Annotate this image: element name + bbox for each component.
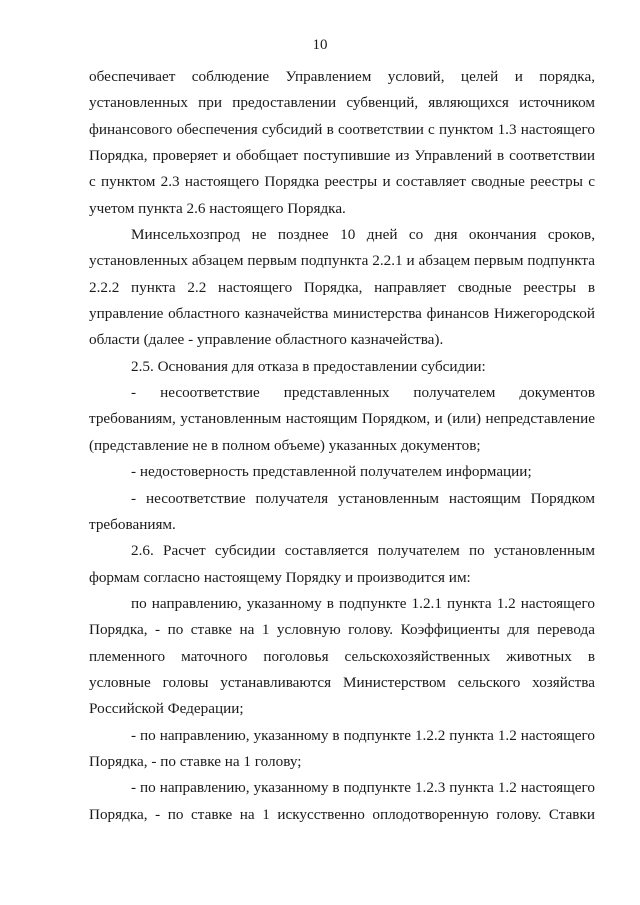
document-body [89, 64, 595, 828]
paragraph-direction-1-2-3: - по направлению, указанному в подпункте 1.2.3 пункта 1.2 настоящего Порядка, - по ставке на 1 искусственно оплодотворенную голову. Ставки [89, 779, 595, 823]
page-number: 10 [312, 37, 328, 53]
paragraph-refusal-reason-1: - несоответствие представленных получателем документов требованиям, установленным настоящим Порядком, и (или) непредставление (представление не в полном объеме) указанных документов; [89, 384, 595, 454]
paragraph-minselkhozprod: Минсельхозпрод не позднее 10 дней со дня окончания сроков, установленных абзацем первым подпункта 2.2.1 и абзацем первым подпункта 2.2.2 пункта 2.2 настоящего Порядка, направляет сводные реестры в управление областного казначейства министерства финансов Нижегородской области (далее - управление областного казначейства). [89, 226, 595, 349]
paragraph-refusal-reason-3: - несоответствие получателя установленным настоящим Порядком требованиям. [89, 489, 595, 533]
paragraph-2-5-heading: 2.5. Основания для отказа в предоставлении субсидии: [131, 357, 486, 375]
paragraph-continuation: обеспечивает соблюдение Управлением условий, целей и порядка, установленных при предоставлении субвенций, являющихся источником финансового обеспечения субсидий в соответствии с пунктом 1.3 настоящего Порядка, проверяет и обобщает поступившие из Управлений в соответствии с пунктом 2.3 настоящего Порядка реестры и составляет сводные реестры с учетом пункта 2.6 настоящего Порядка. [89, 68, 595, 217]
paragraph-direction-1-2-2: - по направлению, указанному в подпункте 1.2.2 пункта 1.2 настоящего Порядка, - по ставке на 1 голову; [89, 726, 595, 770]
paragraph-refusal-reason-2: - недостоверность представленной получателем информации; [131, 463, 532, 481]
paragraph-direction-1-2-1: по направлению, указанному в подпункте 1.2.1 пункта 1.2 настоящего Порядка, - по ставке на 1 условную голову. Коэффициенты для перевода племенного маточного поголовья сельскохозяйственных животных в условные головы устанавливаются Министерством сельского хозяйства Российской Федерации; [89, 594, 595, 718]
paragraph-2-6-heading: 2.6. Расчет субсидии составляется получателем по установленным формам согласно настоящему Порядку и производится им: [89, 542, 595, 586]
